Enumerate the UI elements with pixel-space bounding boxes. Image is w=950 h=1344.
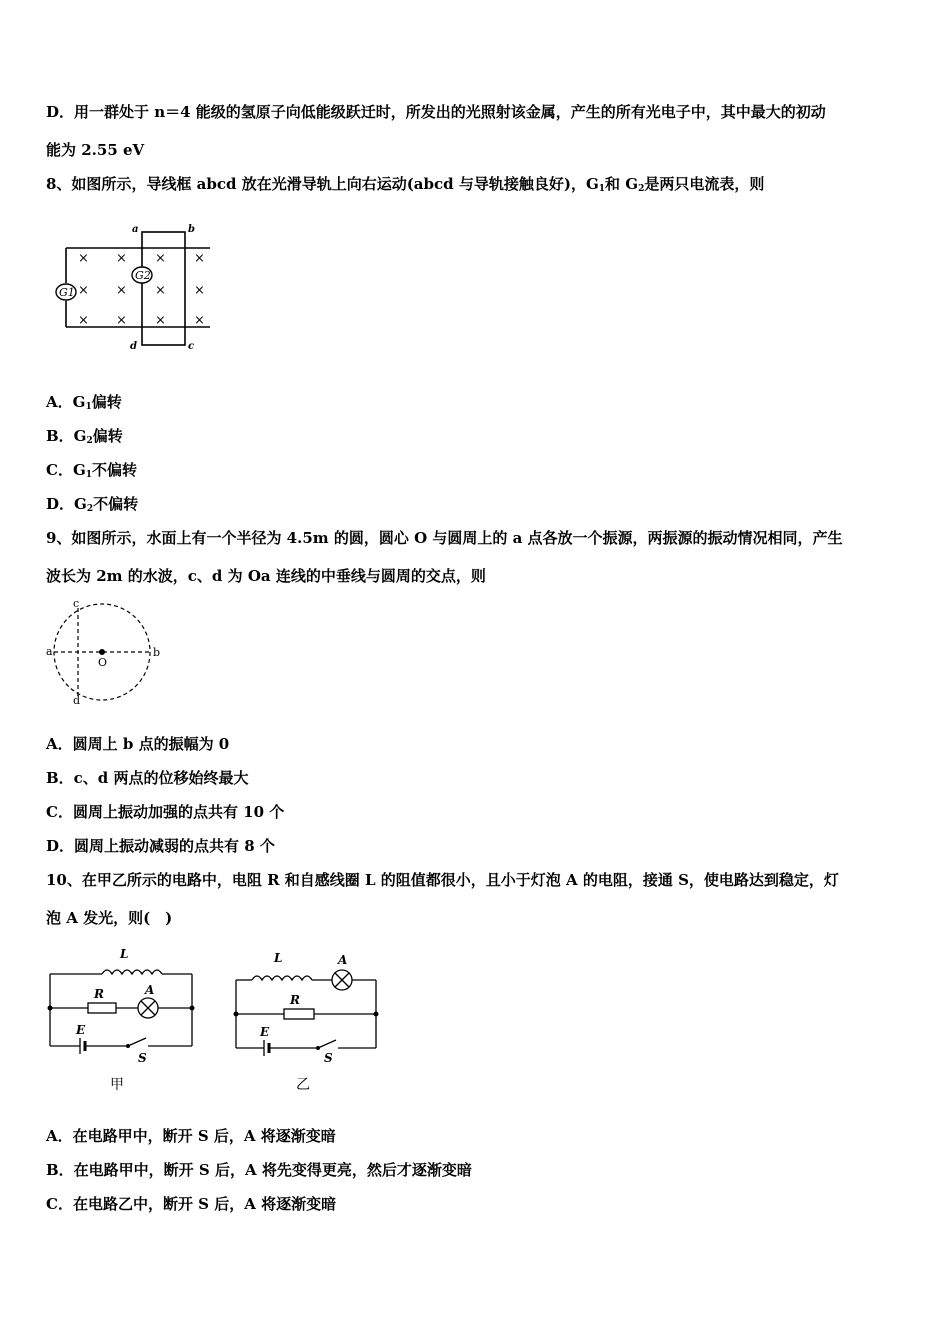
q8-option-a: A．$G_1$偏转: [46, 393, 122, 412]
svg-text:G2: G2: [135, 269, 151, 282]
q9-circle-figure: [44, 598, 164, 706]
q8-circuit-figure: [50, 222, 215, 352]
q10-circuit-yi: [230, 944, 386, 1064]
q7-option-d-line1: D．用一群处于 n＝4 能级的氢原子向低能级跃迁时，所发出的光照射该金属，产生的所有光电子中，其中最大的初动: [46, 103, 826, 121]
svg-text:×: ×: [194, 251, 205, 266]
svg-text:S: S: [324, 1051, 333, 1064]
q9-option-c: C．圆周上振动加强的点共有 10 个: [46, 803, 285, 821]
q10-stem-line1: 10、在甲乙所示的电路中，电阻 R 和自感线圈 L 的阻值都很小，且小于灯泡 A 的电阻，接通 S，使电路达到稳定，灯: [46, 871, 839, 889]
svg-text:R: R: [94, 987, 104, 1001]
g1-meter: [56, 284, 76, 300]
q8-stem: 8、如图所示，导线框 abcd 放在光滑导轨上向右运动(abcd 与导轨接触良好)，$G_1$和 $G_2$是两只电流表，则: [46, 175, 765, 194]
q8-option-c: C．$G_1$不偏转: [46, 461, 138, 480]
svg-text:A: A: [338, 953, 348, 967]
svg-text:×: ×: [155, 313, 166, 328]
svg-text:L: L: [120, 947, 129, 961]
svg-text:a: a: [132, 224, 139, 235]
q9-stem-line2: 波长为 2m 的水波，c、d 为 Oa 连线的中垂线与圆周的交点，则: [46, 567, 486, 585]
svg-text:L: L: [274, 951, 283, 965]
svg-text:G1: G1: [59, 286, 75, 299]
q10-option-b: B．在电路甲中，断开 S 后，A 将先变得更亮，然后才逐渐变暗: [46, 1161, 472, 1179]
svg-text:A: A: [145, 983, 155, 997]
q9-option-d: D．圆周上振动减弱的点共有 8 个: [46, 837, 275, 855]
svg-text:×: ×: [116, 313, 127, 328]
svg-text:E: E: [76, 1023, 86, 1037]
q9-option-a: A．圆周上 b 点的振幅为 0: [46, 735, 230, 753]
svg-text:a: a: [46, 645, 53, 658]
svg-text:×: ×: [116, 251, 127, 266]
svg-text:b: b: [153, 646, 161, 659]
q8-option-b: B．$G_2$偏转: [46, 427, 123, 446]
q9-stem-line1: 9、如图所示，水面上有一个半径为 4.5m 的圆，圆心 O 与圆周上的 a 点各放一个振源，两振源的振动情况相同，产生: [46, 529, 843, 547]
svg-text:×: ×: [155, 283, 166, 298]
svg-text:×: ×: [194, 313, 205, 328]
svg-text:c: c: [188, 341, 195, 352]
q9-option-b: B．c、d 两点的位移始终最大: [46, 769, 249, 787]
svg-text:d: d: [130, 341, 137, 352]
q7-option-d-line2: 能为 2.55 eV: [46, 141, 145, 159]
g2-meter: [132, 267, 152, 283]
svg-text:×: ×: [78, 251, 89, 266]
svg-text:×: ×: [116, 283, 127, 298]
svg-text:O: O: [98, 656, 108, 669]
svg-text:×: ×: [155, 251, 166, 266]
q10-option-a: A．在电路甲中，断开 S 后，A 将逐渐变暗: [46, 1127, 336, 1145]
q10-caption-jia: 甲: [110, 1077, 124, 1093]
q10-stem-line2: 泡 A 发光，则( ): [46, 909, 173, 927]
svg-text:×: ×: [78, 283, 89, 298]
svg-text:c: c: [73, 598, 80, 610]
svg-text:E: E: [260, 1025, 270, 1039]
svg-text:×: ×: [78, 313, 89, 328]
q8-option-d: D．$G_2$不偏转: [46, 495, 139, 514]
svg-text:S: S: [138, 1051, 147, 1062]
svg-text:d: d: [73, 694, 81, 706]
svg-text:b: b: [188, 224, 195, 235]
q10-caption-yi: 乙: [296, 1077, 310, 1093]
svg-text:R: R: [290, 993, 300, 1007]
q10-option-c: C．在电路乙中，断开 S 后，A 将逐渐变暗: [46, 1195, 337, 1213]
svg-text:×: ×: [194, 283, 205, 298]
q10-circuit-jia: [44, 942, 200, 1062]
